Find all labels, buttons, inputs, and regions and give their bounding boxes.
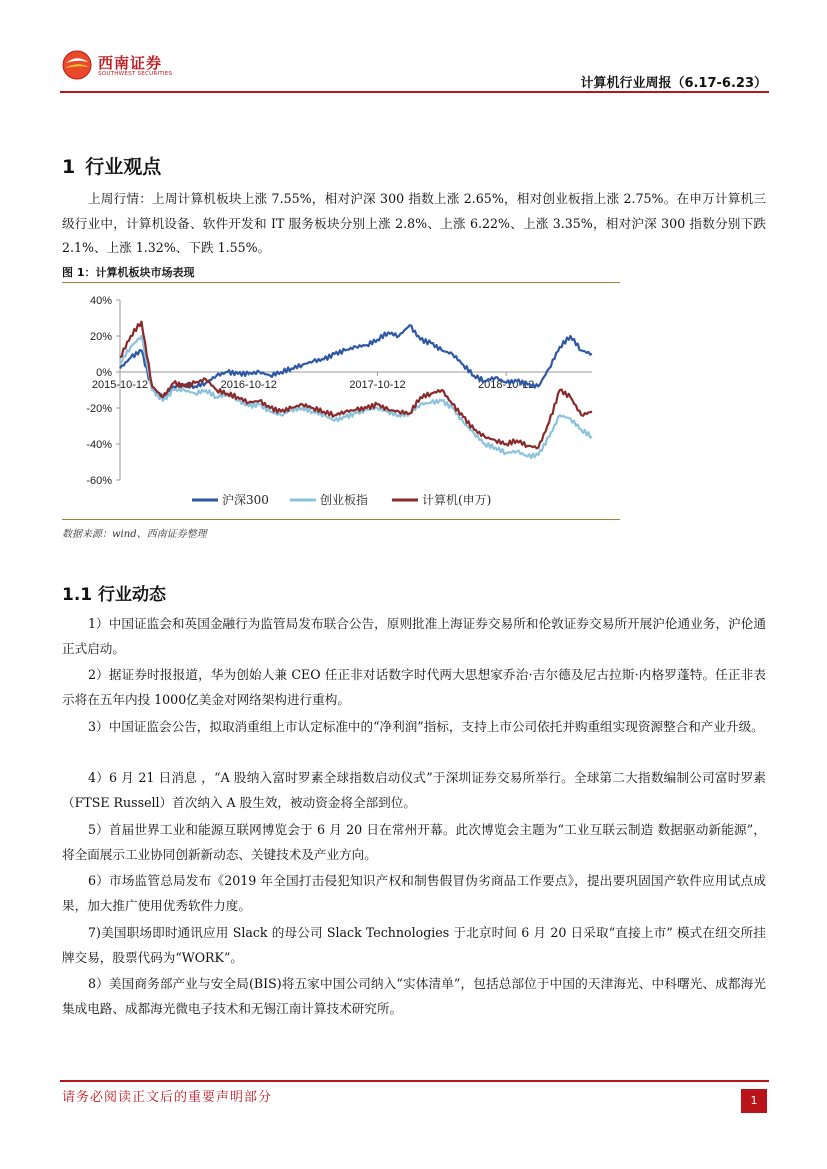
x-tick-label: 2015-10-12: [91, 379, 149, 391]
figure-title: 图 1：计算机板块市场表现: [62, 266, 195, 279]
y-tick-label: 40%: [89, 295, 112, 307]
x-tick-label: 2018-10-12: [478, 379, 535, 391]
legend-label: 计算机(申万): [422, 493, 492, 507]
section-title: 行业观点: [85, 156, 162, 178]
news-item: 2）据证券时报报道，华为创始人兼 CEO 任正非对话数字时代两大思想家乔治·吉尔德及尼古拉斯·内格罗蓬特。任正非表示将在五年内投 1000亿美金对网络架构进行重构。: [62, 667, 766, 707]
section-number: 1: [62, 156, 76, 178]
market-performance-chart: [62, 284, 620, 518]
figure-source: 数据来源：wind、西南证券整理: [62, 529, 207, 540]
x-tick-label: 2016-10-12: [220, 379, 277, 391]
figure-bottom-rule: [62, 519, 620, 520]
y-tick-label: 20%: [89, 331, 112, 343]
news-item: 1）中国证监会和英国金融行为监管局发布联合公告，原则批准上海证券交易所和伦敦证券交易所开展沪伦通业务，沪伦通正式启动。: [62, 616, 766, 656]
y-tick-label: -20%: [86, 403, 112, 415]
x-tick-label: 2017-10-12: [349, 379, 406, 391]
y-tick-label: -60%: [86, 475, 112, 487]
news-item: 3）中国证监会公告，拟取消重组上市认定标准中的“净利润”指标，支持上市公司依托并购重组实现资源整合和产业升级。: [88, 719, 764, 734]
series-line-chinext: [120, 336, 592, 458]
section-heading: [62, 152, 161, 179]
footer-divider: [60, 1080, 769, 1082]
news-item: 6）市场监管总局发布《2019 年全国打击侵犯知识产权和制售假冒伪劣商品工作要点》，提出要巩固国产软件应用试点成果，加大推广使用优秀软件力度。: [62, 873, 766, 913]
news-item: 5）首届世界工业和能源互联网博览会于 6 月 20 日在常州开幕。此次博览会主题为“工业互联云制造 数据驱动新能源”，将全面展示工业协同创新新动态、关键技术及产业方向。: [62, 822, 766, 862]
y-tick-label: 0%: [96, 367, 112, 379]
news-item: 8）美国商务部产业与安全局(BIS)将五家中国公司纳入“实体清单”，包括总部位于中国的天津海光、中科曙光、成都海光集成电路、成都海光微电子技术和无锡江南计算技术研究所。: [62, 976, 766, 1016]
market-summary-paragraph: 上周行情：上周计算机板块上涨 7.55%，相对沪深 300 指数上涨 2.65%，相对创业板指上涨 2.75%。在申万计算机三级行业中，计算机设备、软件开发和 IT 服务板块分别上涨 2.8%、上涨 6.22%、上涨 3.35%，相对沪深 300 指数分别下跌 2.1%、上涨 1.32%、下跌 1.55%。: [62, 191, 766, 255]
logo-mark-icon: [62, 50, 92, 80]
figure-top-rule: [62, 282, 620, 283]
subsection-heading: 1.1 行业动态: [62, 585, 167, 605]
logo-chinese-name: 西南证券: [98, 54, 163, 72]
y-tick-label: -40%: [86, 439, 112, 451]
legend-label: 创业板指: [320, 493, 369, 507]
report-title: 计算机行业周报（6.17-6.23）: [580, 76, 767, 91]
news-item: 4）6 月 21 日消息 ，“A 股纳入富时罗素全球指数启动仪式”于深圳证券交易所举行。全球第二大指数编制公司富时罗素（FTSE Russell）首次纳入 A 股生效，被动资金将全部到位。: [62, 770, 766, 810]
page-number: 1: [741, 1089, 767, 1113]
company-logo: [62, 50, 182, 86]
header-divider: [60, 91, 769, 93]
footer-disclaimer: 请务必阅读正文后的重要声明部分: [62, 1090, 273, 1105]
logo-english-name: SOUTHWEST SECURITIES: [98, 71, 173, 77]
legend-label: 沪深300: [222, 493, 269, 507]
news-item: 7)美国职场即时通讯应用 Slack 的母公司 Slack Technologies 于北京时间 6 月 20 日采取“直接上市” 模式在纽交所挂牌交易，股票代码为“WORK”。: [62, 925, 766, 965]
